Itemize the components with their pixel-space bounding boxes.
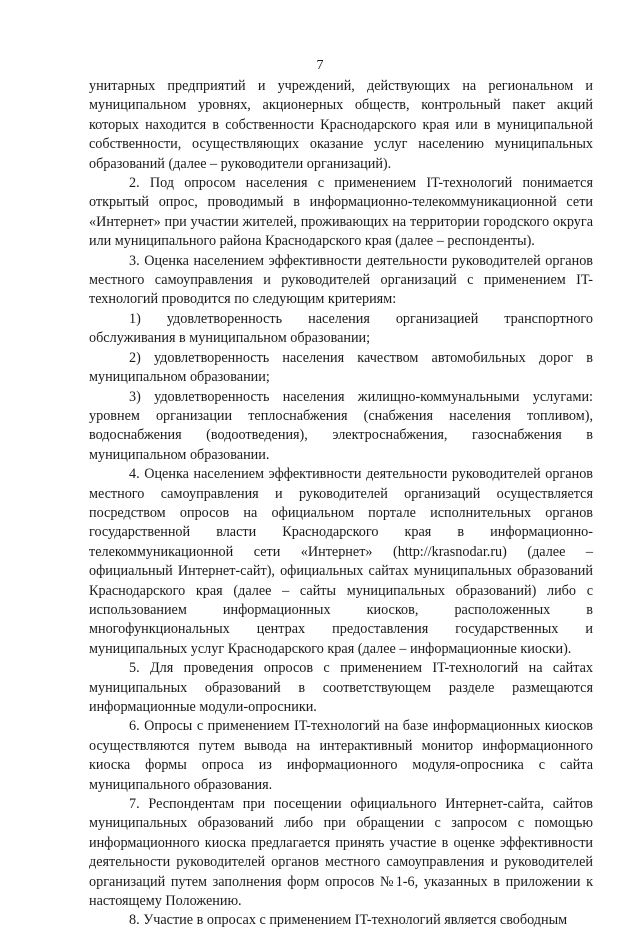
paragraph-7-respondents: 7. Респондентам при посещении официального Интернет-сайта, сайтов муниципальных образований либо при обращении с запросом с помощью информационного киоска предлагается принять участие в оценке эффективности деятельности руководителей органов местного самоуправления и руководителей организаций путем заполнения форм опросов №1-6, указанных в приложении к настоящему Положению. bbox=[89, 796, 593, 910]
paragraph-8-participation: 8. Участие в опросах с применением IT-технологий является свободным bbox=[129, 912, 568, 929]
criterion-2-roads: 2) удовлетворенность населения качеством автомобильных дорог в муниципальном образовании; bbox=[89, 349, 593, 386]
paragraph-continuation: унитарных предприятий и учреждений, действующих на региональном и муниципальном уровнях, акционерных обществ, контрольный пакет акций которых находится в собственности Краснодарского края или в муниципальной собственности, осуществляющих оказание услуг населению муниципальных образований (далее – руководители организаций). bbox=[89, 78, 593, 172]
paragraph-6-kiosk-surveys: 6. Опросы с применением IT-технологий на базе информационных киосков осуществляются путем вывода на интерактивный монитор информационного киоска формы опроса из информационного модуля-опросника с сайта муниципального образования. bbox=[89, 718, 593, 793]
criterion-1-transport: 1) удовлетворенность населения организацией транспортного обслуживания в муниципальном образовании; bbox=[89, 310, 593, 347]
page-number: 7 bbox=[316, 58, 324, 73]
paragraph-3-criteria: 3. Оценка населением эффективности деятельности руководителей органов местного самоуправления и руководителей организаций с применением IT-технологий проводится по следующим критериям: bbox=[89, 252, 593, 308]
paragraph-4-survey-channels: 4. Оценка населением эффективности деятельности руководителей органов местного самоуправления и руководителей организаций осуществляется посредством опросов на официальном портале исполнительных органов государственной власти Краснодарского края в информационно-телекоммуникационной сети «Интернет» (http://krasnodar.ru) (далее – официальный Интернет-сайт), официальных сайтах муниципальных образований Краснодарского края (далее – сайты муниципальных образований) либо с использованием информационных киосков, расположенных в многофункциональных центрах предоставления государственных и муниципальных услуг Краснодарского края (далее – информационные киоски). bbox=[89, 466, 593, 657]
criterion-3-utilities: 3) удовлетворенность населения жилищно-коммунальными услугами: уровнем организации теплоснабжения (снабжения населения топливом), водоснабжения (водоотведения), электроснабжения, газоснабжения в муниципальном образовании. bbox=[89, 388, 593, 463]
paragraph-5-survey-modules: 5. Для проведения опросов с применением IT-технологий на сайтах муниципальных образований в соответствующем разделе размещаются информационные модули-опросники. bbox=[89, 660, 593, 715]
document-body bbox=[89, 77, 593, 931]
paragraph-2-survey-definition: 2. Под опросом населения с применением IT-технологий понимается открытый опрос, проводимый в информационно-телекоммуникационной сети «Интернет» при участии жителей, проживающих на территории городского округа или муниципального района Краснодарского края (далее – респонденты). bbox=[89, 175, 593, 250]
